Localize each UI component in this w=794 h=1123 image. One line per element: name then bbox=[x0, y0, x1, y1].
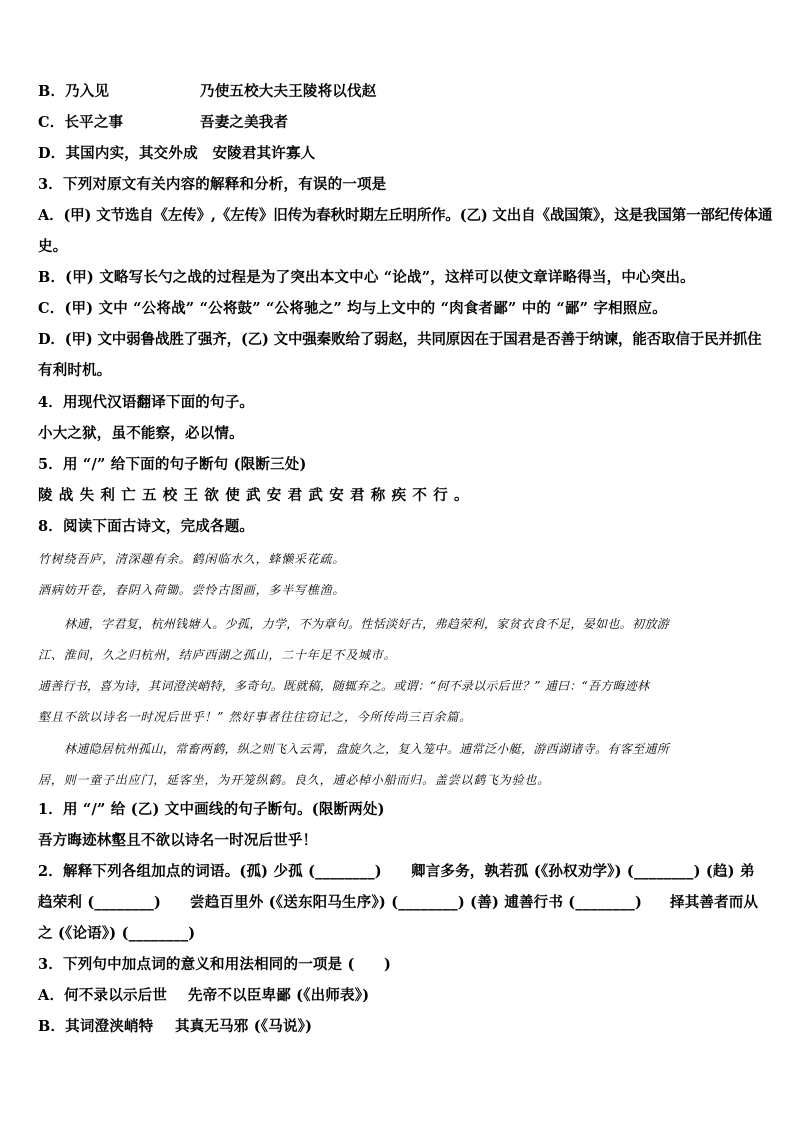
question-3-stem: 3．下列对原文有关内容的解释和分析，有误的一项是 bbox=[38, 176, 387, 193]
sub-question-2-line-1 bbox=[38, 862, 756, 882]
sub-question-2-part-3: 趋荣利 (________) bbox=[38, 894, 162, 911]
question-5-stem: 5．用 “/” 给下面的句子断句 (限断三处) bbox=[38, 456, 307, 473]
option-b-right: 乃使五校大夫王陵将以伐赵 bbox=[200, 83, 377, 100]
sub-question-2-part-1: 2．解释下列各组加点的词语。(孤) 少孤 (________) bbox=[38, 863, 382, 880]
sub-question-3-option-a-left: A．何不录以示后世 bbox=[38, 987, 168, 1004]
sub-question-3-option-b-right: 其真无马邪 (《马说》) bbox=[175, 1018, 313, 1035]
passage-para-3-cont: 居，则一童子出应门，延客坐，为开笼纵鹤。良久，逋必棹小船而归。盖尝以鹤飞为验也。 bbox=[38, 773, 551, 787]
option-b-left: B．乃入见 bbox=[38, 83, 110, 100]
question-3-option-a-cont: 史。 bbox=[38, 238, 68, 255]
passage-para-2: 逋善行书，喜为诗，其词澄浃峭特，多奇句。既就稿，随辄弃之。或谓：“何不录以示后世？” 逋曰：“吾方晦迹林 bbox=[38, 679, 650, 693]
sub-question-1-stem: 1．用 “/” 给 (乙) 文中画线的句子断句。(限断两处) bbox=[38, 801, 385, 818]
sub-question-1-sentence: 吾方晦迹林壑且不欲以诗名一时况后世乎！ bbox=[38, 832, 318, 849]
question-8-stem: 8．阅读下面古诗文，完成各题。 bbox=[38, 518, 255, 535]
passage-para-3: 林逋隐居杭州孤山，常畜两鹤，纵之则飞入云霄，盘旋久之，复入笼中。逋常泛小艇，游西湖诸寺。有客至逋所 bbox=[64, 742, 670, 756]
sub-question-2-line-3: 之 (《论语》) (________) bbox=[38, 925, 196, 942]
sub-question-2-part-2: 卿言多务，孰若孤 (《孙权劝学》) (________) (趋) 弟 bbox=[411, 863, 755, 880]
sub-question-2-line-2 bbox=[38, 893, 759, 913]
sub-question-2-part-4: 尝趋百里外 (《送东阳马生序》) (________) (善) 逋善行书 (________) bbox=[190, 894, 643, 911]
sub-question-2-part-5: 择其善者而从 bbox=[670, 894, 759, 911]
option-c-left: C．长平之事 bbox=[38, 114, 124, 131]
question-3-option-b: B．(甲) 文略写长勺之战的过程是为了突出本文中心 “论战”，这样可以使文章详略得当，中心突出。 bbox=[38, 269, 695, 286]
question-3-option-d: D．(甲) 文中弱鲁战胜了强齐，(乙) 文中强秦败给了弱赵，共同原因在于国君是否善于纳谏，能否取信于民并抓住 bbox=[38, 331, 762, 348]
poem-line-2: 酒病妨开卷，春阴入荷锄。尝怜古图画，多半写樵渔。 bbox=[38, 583, 346, 597]
option-c-pair bbox=[38, 113, 756, 133]
sub-question-3-option-b-left: B．其词澄浃峭特 bbox=[38, 1018, 154, 1035]
question-3-option-d-cont: 有利时机。 bbox=[38, 362, 112, 379]
option-b-pair bbox=[38, 82, 756, 102]
poem-line-1: 竹树绕吾庐，清深趣有余。鹤闲临水久，蜂懒采花疏。 bbox=[38, 552, 346, 566]
sub-question-3-option-a bbox=[38, 986, 756, 1006]
sub-question-3-option-b bbox=[38, 1017, 756, 1037]
option-c-right: 吾妻之美我者 bbox=[200, 114, 289, 131]
question-5-sentence: 陵战失利亡五校王欲使武安君武安君称疾不行。 bbox=[38, 487, 475, 504]
question-4-stem: 4．用现代汉语翻译下面的句子。 bbox=[38, 394, 255, 411]
option-d-pair: D．其国内实，其交外成 安陵君其许寡人 bbox=[38, 145, 316, 162]
question-4-sentence: 小大之狱，虽不能察，必以情。 bbox=[38, 425, 244, 442]
sub-question-3-stem: 3．下列句中加点词的意义和用法相同的一项是 ( ) bbox=[38, 956, 392, 973]
passage-para-1: 林逋，字君复，杭州钱塘人。少孤，力学，不为章句。性恬淡好古，弗趋荣利，家贫衣食不足，晏如也。初放游 bbox=[64, 617, 670, 631]
passage-para-2-cont: 壑且不欲以诗名一时况后世乎！” 然好事者往往窃记之，今所传尚三百余篇。 bbox=[38, 710, 472, 724]
question-3-option-c: C．(甲) 文中 “公将战” “公将鼓” “公将驰之” 均与上文中的 “肉食者鄙” 中的 “鄙” 字相照应。 bbox=[38, 300, 667, 317]
question-3-option-a: A．(甲) 文节选自《左传》,《左传》旧传为春秋时期左丘明所作。(乙) 文出自《战国策》，这是我国第一部纪传体通 bbox=[38, 207, 773, 224]
passage-para-1-cont: 江、淮间，久之归杭州，结庐西湖之孤山，二十年足不及城市。 bbox=[38, 648, 397, 662]
sub-question-3-option-a-right: 先帝不以臣卑鄙 (《出师表》) bbox=[188, 987, 370, 1004]
